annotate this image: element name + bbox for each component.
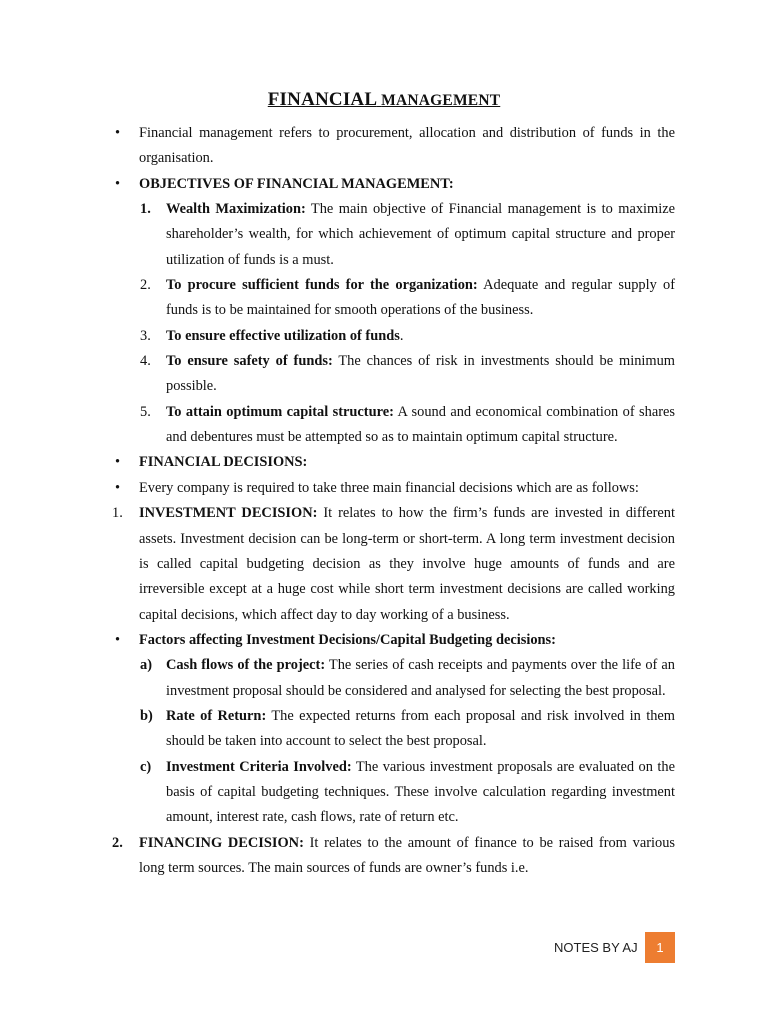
decisions-heading: FINANCIAL DECISIONS: [139, 454, 308, 471]
financing-decision-item [0, 831, 768, 882]
footer-label: NOTES BY AJ [554, 940, 638, 955]
intro-text: Financial management refers to procurement, allocation and distribution of funds in the organisation. [139, 125, 675, 167]
investment-decision-item [0, 501, 768, 628]
objective-title: Wealth Maximization: [166, 201, 306, 218]
investment-title: INVESTMENT DECISION: [139, 505, 318, 522]
factor-letter: c) [140, 758, 152, 775]
objective-title: To attain optimum capital structure: [166, 403, 394, 420]
objective-text: The main objective of Financial management is to maximize shareholder’s wealth, for which achievement of optimum capital structure and proper utilization of funds is a must. [166, 201, 675, 268]
objective-number: 1. [140, 201, 151, 218]
factor-letter: a) [140, 657, 152, 674]
factor-title: Rate of Return: [166, 707, 267, 724]
factors-heading-item [0, 628, 768, 653]
decisions-heading-item [0, 450, 768, 475]
decisions-intro-item [0, 476, 768, 501]
factor-letter: b) [140, 707, 153, 724]
decisions-intro: Every company is required to take three main financial decisions which are as follows: [139, 479, 639, 496]
title-rest: MANAGEMENT [381, 92, 501, 109]
objective-item [0, 400, 768, 451]
factor-item [0, 653, 768, 704]
factor-text: The series of cash receipts and payments over the life of an investment proposal should be considered and analysed for selecting the best proposal. [166, 657, 675, 699]
factor-item [0, 704, 768, 755]
objective-title: To ensure safety of funds: [166, 353, 333, 370]
investment-number: 1. [112, 505, 123, 522]
objective-title: To procure sufficient funds for the organization: [166, 277, 478, 294]
intro-item [0, 121, 768, 172]
objective-text: A sound and economical combination of shares and debentures must be attempted so as to maintain optimum capital structure. [166, 403, 675, 446]
objective-number: 3. [140, 327, 151, 344]
factor-item [0, 755, 768, 831]
financing-title: FINANCING DECISION: [139, 834, 304, 851]
financing-number: 2. [112, 834, 123, 851]
page-footer [548, 932, 676, 963]
bullet-icon: • [115, 454, 121, 471]
objective-item [0, 349, 768, 400]
bullet-icon: • [115, 175, 121, 192]
objective-text: The chances of risk in investments should be minimum possible. [166, 353, 675, 395]
objective-item [0, 197, 768, 273]
document-body [0, 121, 768, 881]
objective-number: 5. [140, 403, 151, 420]
page-number-badge: 1 [645, 932, 675, 963]
bullet-icon: • [115, 631, 121, 648]
title-prefix: FINANCIAL [267, 89, 377, 110]
objective-number: 4. [140, 353, 151, 370]
bullet-icon: • [115, 479, 121, 496]
objective-item [0, 324, 768, 349]
objective-item [0, 273, 768, 324]
objective-number: 2. [140, 277, 151, 294]
bullet-icon: • [115, 125, 121, 141]
objectives-heading-item [0, 172, 768, 197]
financing-text: It relates to the amount of finance to be raised from various long term sources. The main sources of funds are owner’s funds i.e. [139, 834, 675, 876]
objective-text: . [399, 327, 404, 344]
factor-title: Investment Criteria Involved: [166, 758, 352, 775]
factor-title: Cash flows of the project: [166, 657, 326, 674]
page-title [0, 89, 768, 111]
objective-text: Adequate and regular supply of funds is to be maintained for smooth operations of the business. [166, 277, 675, 319]
factor-text: The expected returns from each proposal and risk involved in them should be taken into account to select the best proposal. [166, 707, 675, 750]
objective-title: To ensure effective utilization of funds [166, 327, 400, 344]
factors-heading: Factors affecting Investment Decisions/Capital Budgeting decisions: [139, 631, 556, 648]
investment-text: It relates to how the firm’s funds are invested in different assets. Investment decision can be long-term or short-term. A long term investment decision is called capital budgeting decision as they involve huge amounts of funds and are irreversible except at a huge cost while short term investment decisions are called working capital decisions, which affect day to day working of a business. [139, 505, 675, 623]
factor-text: The various investment proposals are evaluated on the basis of capital budgeting techniques. These involve calculation regarding investment amount, interest rate, cash flows, rate of return etc. [166, 758, 675, 826]
objectives-heading: OBJECTIVES OF FINANCIAL MANAGEMENT: [139, 175, 454, 192]
